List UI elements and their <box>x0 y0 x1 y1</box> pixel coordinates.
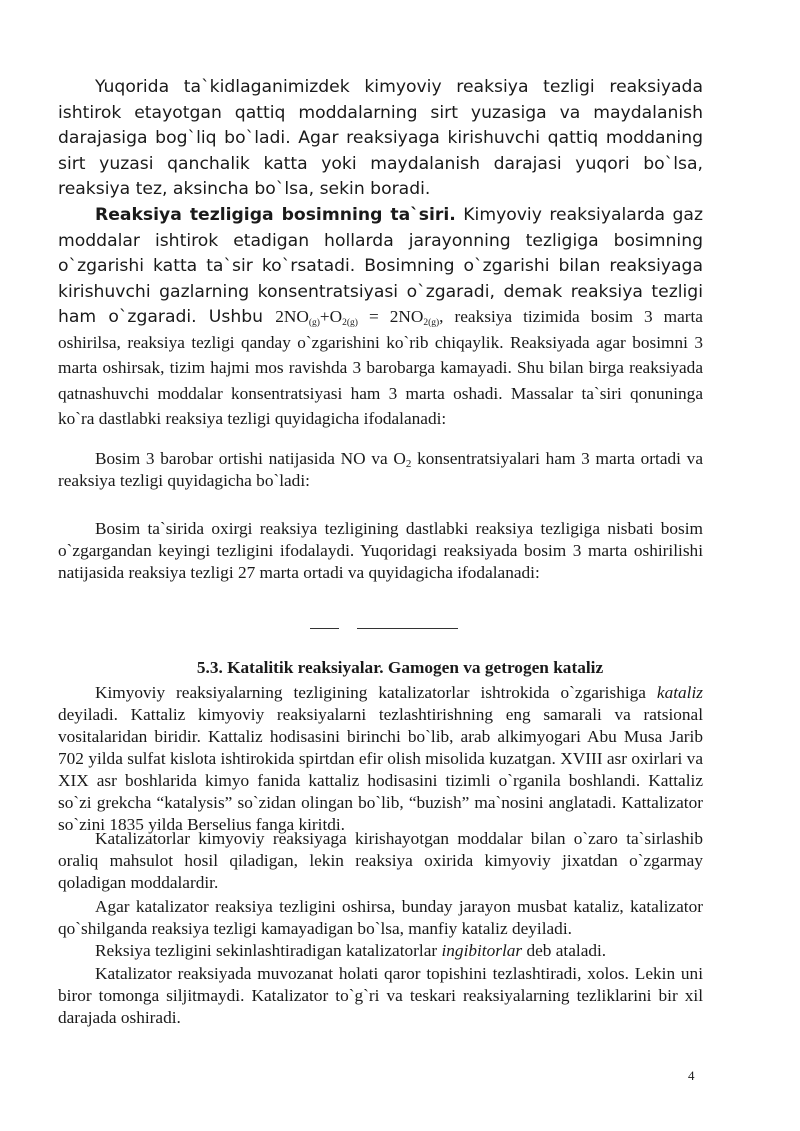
formula-placeholder-line <box>310 628 339 629</box>
paragraph-rate-ratio: Bosim ta`sirida oxirgi reaksiya tezligining dastlabki reaksiya tezligiga nisbati bosim o`zgargandan keyingi tezligini ifodalaydi. Yuqoridagi reaksiyada bosim 3 marta oshirilishi natijasida reaksiya tezligi 27 marta ortadi va quyidagicha ifodalanadi: <box>58 519 703 582</box>
section-heading-catalysis: 5.3. Katalitik reaksiyalar. Gamogen va getrogen kataliz <box>196 658 604 677</box>
section-title-pressure: Reaksiya tezligiga bosimning ta`siri. <box>95 205 456 225</box>
pressure-text-sans: Kimyoviy reaksiyalarda gaz moddalar ishtirok etadigan hollarda jarayonning tezligiga bosimning o`zgarishi katta ta`sir ko`rsatadi. Bosimning o`zgarishi bilan reaksiyaga kirishuvchi gazlarning konsentratsiyasi o`zgaradi, demak reaksiya tezligi ham o`zgaradi. Ushbu <box>58 205 703 327</box>
paragraph-positive-negative-catalysis: Agar katalizator reaksiya tezligini oshirsa, bunday jarayon musbat kataliz, katalizator qo`shilganda reaksiya tezligi kamayadigan bo`lsa, manfiy kataliz deyiladi. <box>58 897 703 938</box>
formula-placeholder-line <box>357 628 458 629</box>
reaction-equation: $2NO_{(g)}+O_{2(g)} = 2NO_{2(g)}$ <box>275 307 440 328</box>
paragraph-pressure-effect <box>58 203 703 433</box>
paragraph-equilibrium: Katalizator reaksiyada muvozanat holati qaror topishini tezlashtiradi, xolos. Lekin uni biror tomonga siljitmaydi. Katalizator to`g`ri va teskari reaksiyalarning tezliklarini bir xil darajada oshiradi. <box>58 964 703 1027</box>
paragraph-inhibitors: Reksiya tezligini sekinlashtiradigan katalizatorlar ingibitorlar deb ataladi. <box>95 941 607 960</box>
paragraph-surface-area: Yuqorida ta`kidlaganimizdek kimyoviy reaksiya tezligi reaksiyada ishtirok etayotgan qattiq moddalarning sirt yuzasiga va maydalanish darajasiga bog`liq bo`ladi. Agar reaksiyaga kirishuvchi qattiq moddaning sirt yuzasi qanchalik katta yoki maydalanish darajasi yuqori bo`lsa, reaksiya tez, aksincha bo`lsa, sekin boradi. <box>58 77 703 199</box>
pressure-text-serif: , reaksiya tizimida bosim 3 marta oshirilsa, reaksiya tezligi qanday o`zgarishini ko`rib chiqaylik. Reaksiyada agar bosimni 3 marta oshirsak, tizim hajmi mos ravishda 3 barobarga kamayadi. Shu bilan birga reaksiyada qatnashuvchi moddalar konsentratsiyasi ham 3 marta oshadi. Massalar ta`siri qonuninga ko`ra dastlabki reaksiya tezligi quyidagicha ifodalanadi: <box>58 307 703 428</box>
paragraph-catalysis-definition: Kimyoviy reaksiyalarning tezligining katalizatorlar ishtrokida o`zgarishiga kataliz deyiladi. Kattaliz kimyoviy reaksiyalarni tezlashtirishning eng samarali va ratsional vositalaridan biridir. Kattaliz hodisasini birinchi bo`lib, arab alkimyogari Abu Musa Jarib 702 yilda sulfat kislota ishtirokida spirtdan efir olish misolida kuzatgan. XVIII asr oxirlari va XIX asr boshlarida kimyo fanida kattaliz hodisasini tizimli o`rganila boshlandi. Kattaliz so`zi grekcha “katalysis” so`zidan olingan bo`lib, “buzish” ma`nosini anglatadi. Kattalizator so`zini 1835 yilda Berselius fanga kiritdi. <box>58 683 703 834</box>
paragraph-concentration-increase: Bosim 3 barobar ortishi natijasida NO va O2 konsentratsiyalari ham 3 marta ortadi va reaksiya tezligi quyidagicha bo`ladi: <box>58 449 703 490</box>
page-number: 4 <box>688 1068 695 1083</box>
paragraph-catalysts: Katalizatorlar kimyoviy reaksiyaga kirishayotgan moddalar bilan o`zaro ta`sirlashib oraliq mahsulot hosil qiladigan, lekin reaksiya oxirida kimyoviy jixatdan o`zgarmay qoladigan moddalardir. <box>58 829 703 892</box>
